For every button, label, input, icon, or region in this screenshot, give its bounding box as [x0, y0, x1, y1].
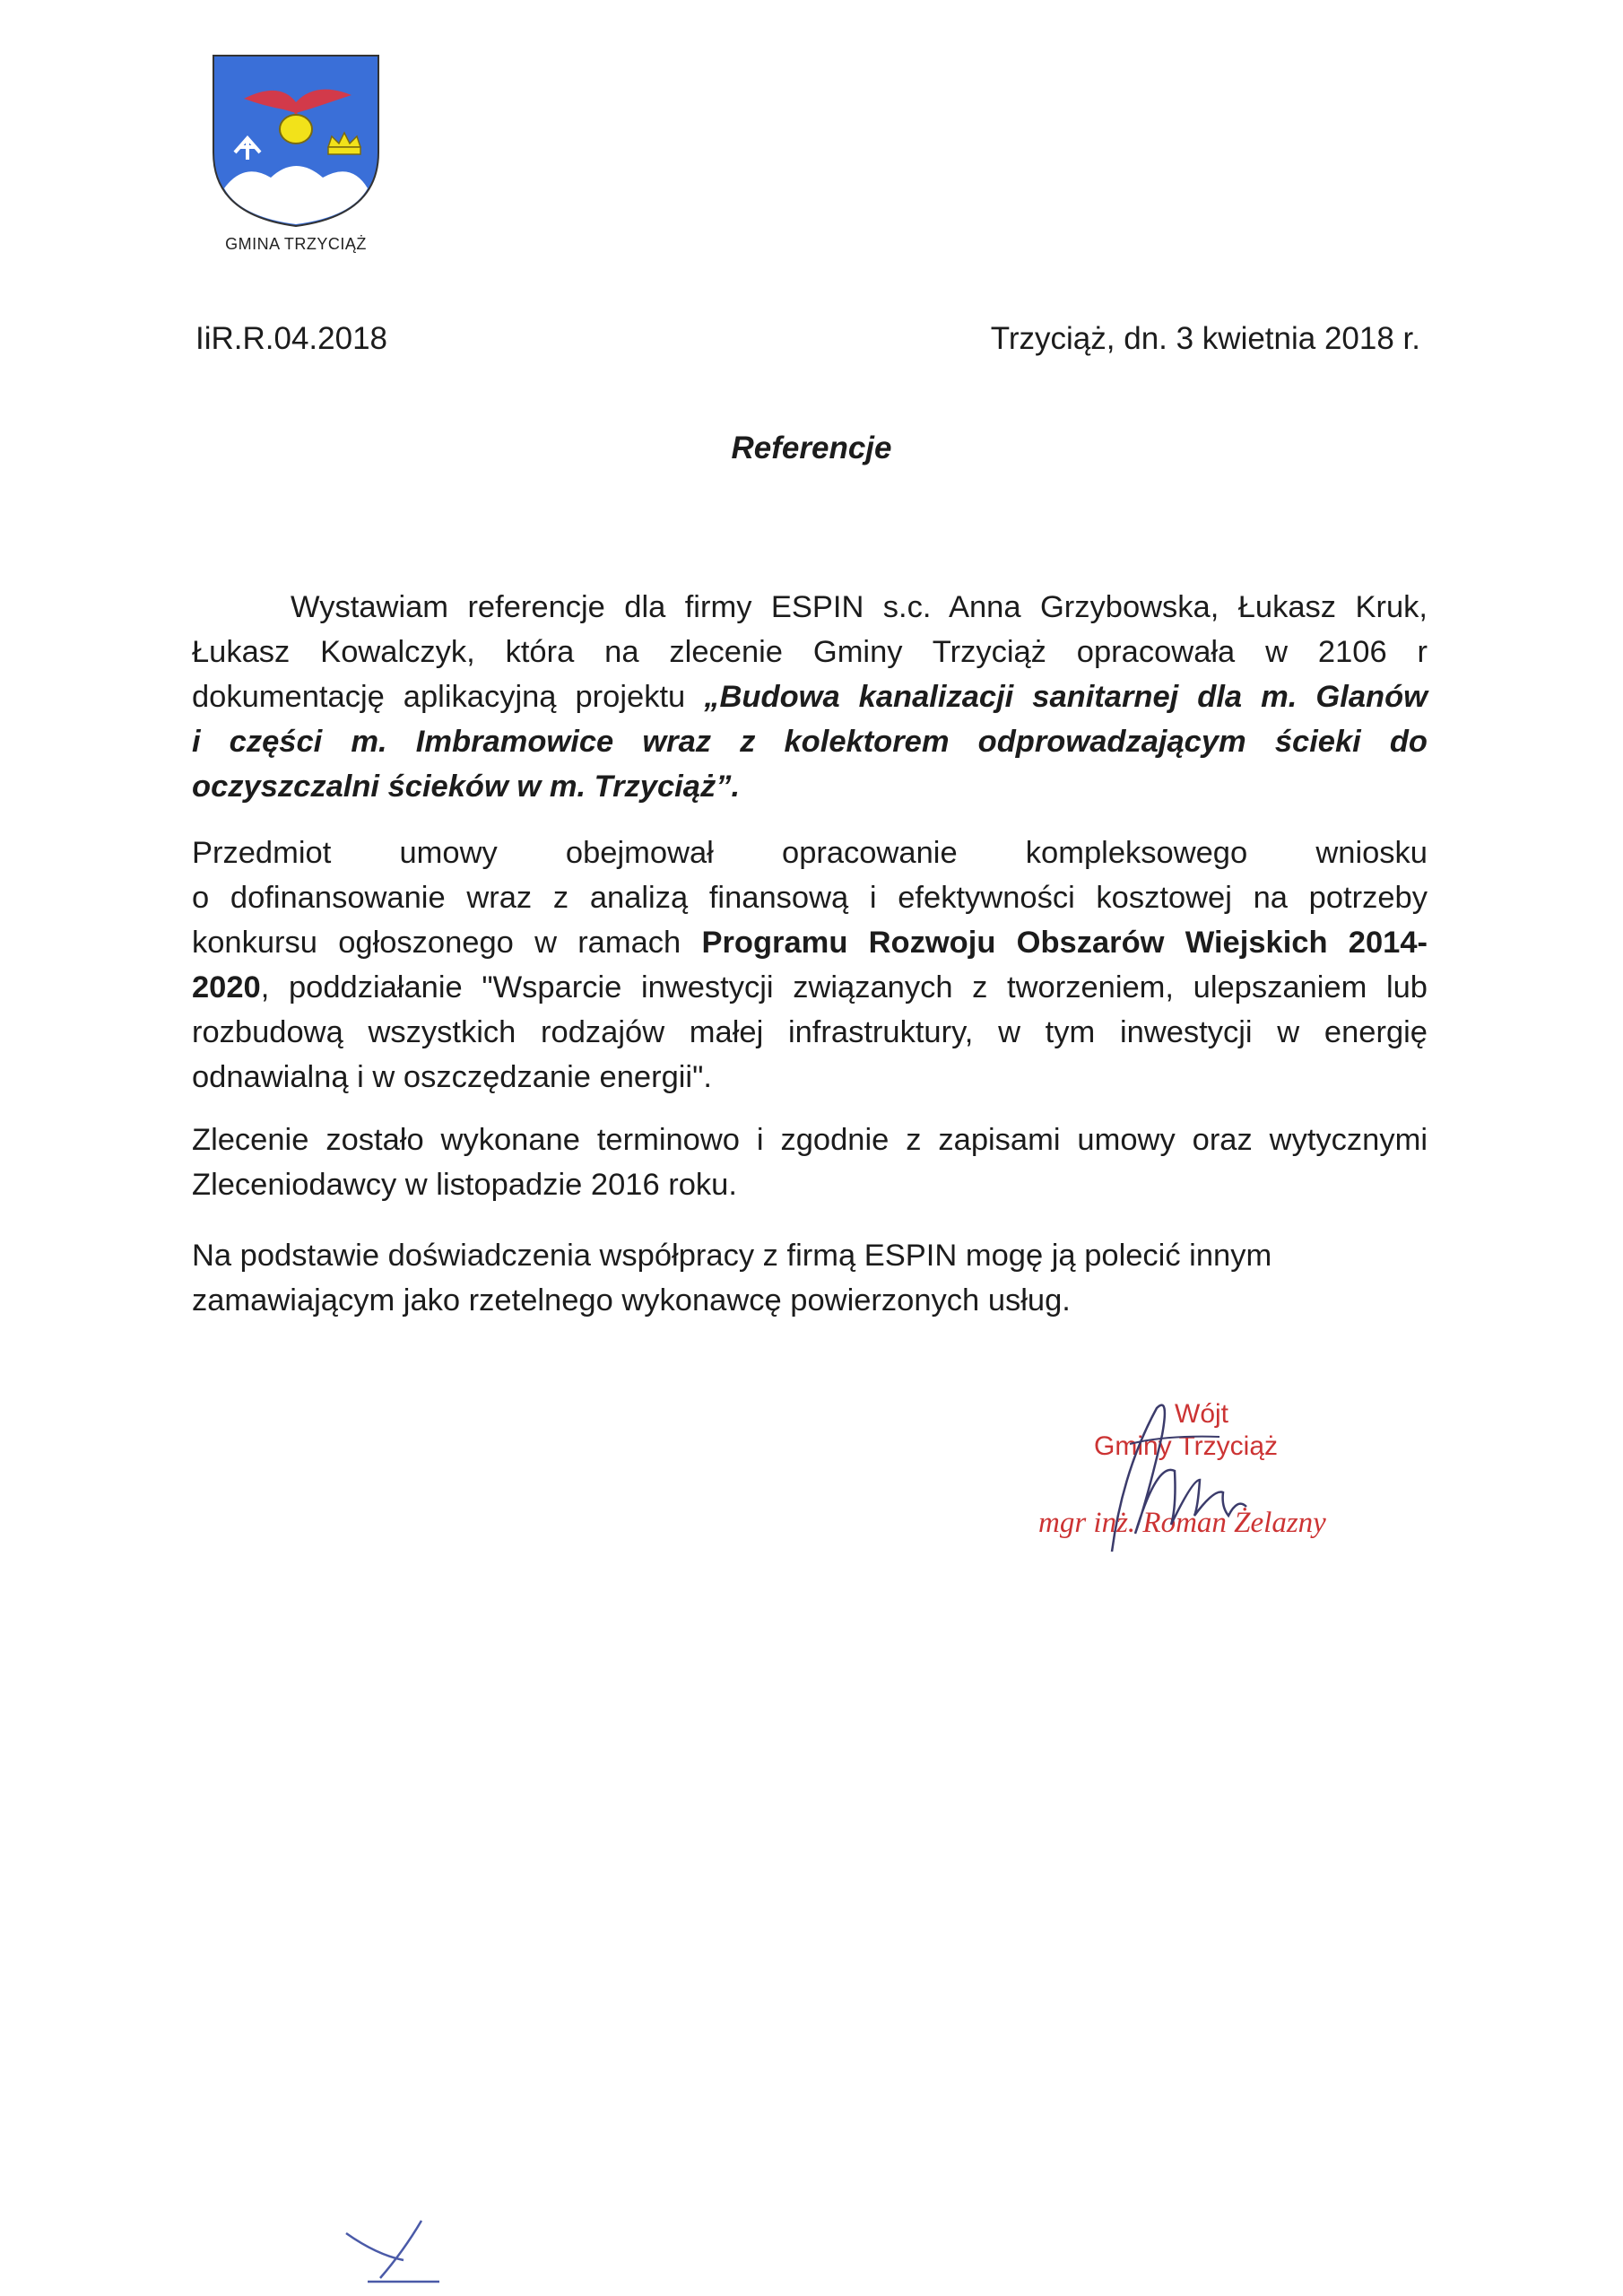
signatory-name: mgr inż. Roman Żelazny: [1038, 1507, 1326, 1539]
program-name: 2020: [192, 970, 261, 1004]
signature-block: [1022, 1381, 1381, 1561]
project-title: „Budowa kanalizacji sanitarnej dla m. Glanów: [704, 680, 1428, 714]
paragraph-2-line: Przedmiot umowy obejmował opracowanie kompleksowego wniosku: [192, 836, 1428, 870]
paragraph-3: [192, 1118, 1428, 1207]
signatory-role: Wójt: [1175, 1399, 1228, 1429]
paragraph-4: [192, 1233, 1428, 1323]
paragraph-1-line: Łukasz Kowalczyk, która na zlecenie Gminy Trzyciąż opracowała w 2106 r: [192, 635, 1428, 669]
paragraph-2-line: o dofinansowanie wraz z analizą finansową i efektywności kosztowej na potrzeby: [192, 881, 1428, 915]
paragraph-2: [192, 831, 1428, 1100]
pen-mark-icon: [341, 2215, 457, 2287]
program-name: Programu Rozwoju Obszarów Wiejskich 2014-: [701, 926, 1428, 960]
signatory-office: Gminy Trzyciąż: [1094, 1431, 1279, 1461]
project-title-line: i części m. Imbramowice wraz z kolektorem odprowadzającym ścieki do: [192, 725, 1428, 759]
paragraph-1: [192, 585, 1428, 809]
project-title-line: oczyszczalni ścieków w m. Trzyciąż”.: [192, 770, 741, 804]
letter-title: Referencje: [731, 430, 892, 465]
reference-number: IiR.R.04.2018: [195, 321, 388, 356]
paragraph-2-line: [192, 920, 1428, 965]
paragraph-2-text: , poddziałanie "Wsparcie inwestycji związanych z tworzeniem, ulepszaniem lub: [260, 970, 1428, 1004]
paragraph-4-line: zamawiającym jako rzetelnego wykonawcę powierzonych usług.: [192, 1283, 1071, 1318]
paragraph-2-line: odnawialną i w oszczędzanie energii".: [192, 1060, 712, 1094]
paragraph-2-text: konkursu ogłoszonego w ramach: [192, 926, 702, 960]
paragraph-1-line: [192, 674, 1428, 719]
paragraph-2-line: [192, 965, 1428, 1010]
place-and-date: Trzyciąż, dn. 3 kwietnia 2018 r.: [990, 321, 1420, 356]
paragraph-3-line: Zlecenie zostało wykonane terminowo i zgodnie z zapisami umowy oraz wytycznymi: [192, 1123, 1428, 1157]
handwritten-signature-icon: [1022, 1381, 1381, 1561]
paragraph-4-line: Na podstawie doświadczenia współpracy z firmą ESPIN mogę ją polecić innym: [192, 1239, 1272, 1273]
crest-caption: GMINA TRZYCIĄŻ: [225, 235, 367, 253]
paragraph-3-line: Zleceniodawcy w listopadzie 2016 roku.: [192, 1168, 737, 1202]
coat-of-arms-icon: [208, 54, 384, 230]
paragraph-1-text: dokumentację aplikacyjną projektu: [192, 680, 705, 714]
paragraph-1-line: Wystawiam referencje dla firmy ESPIN s.c. Anna Grzybowska, Łukasz Kruk,: [291, 590, 1428, 624]
paragraph-2-line: rozbudową wszystkich rodzajów małej infrastruktury, w tym inwestycji w energię: [192, 1015, 1428, 1049]
